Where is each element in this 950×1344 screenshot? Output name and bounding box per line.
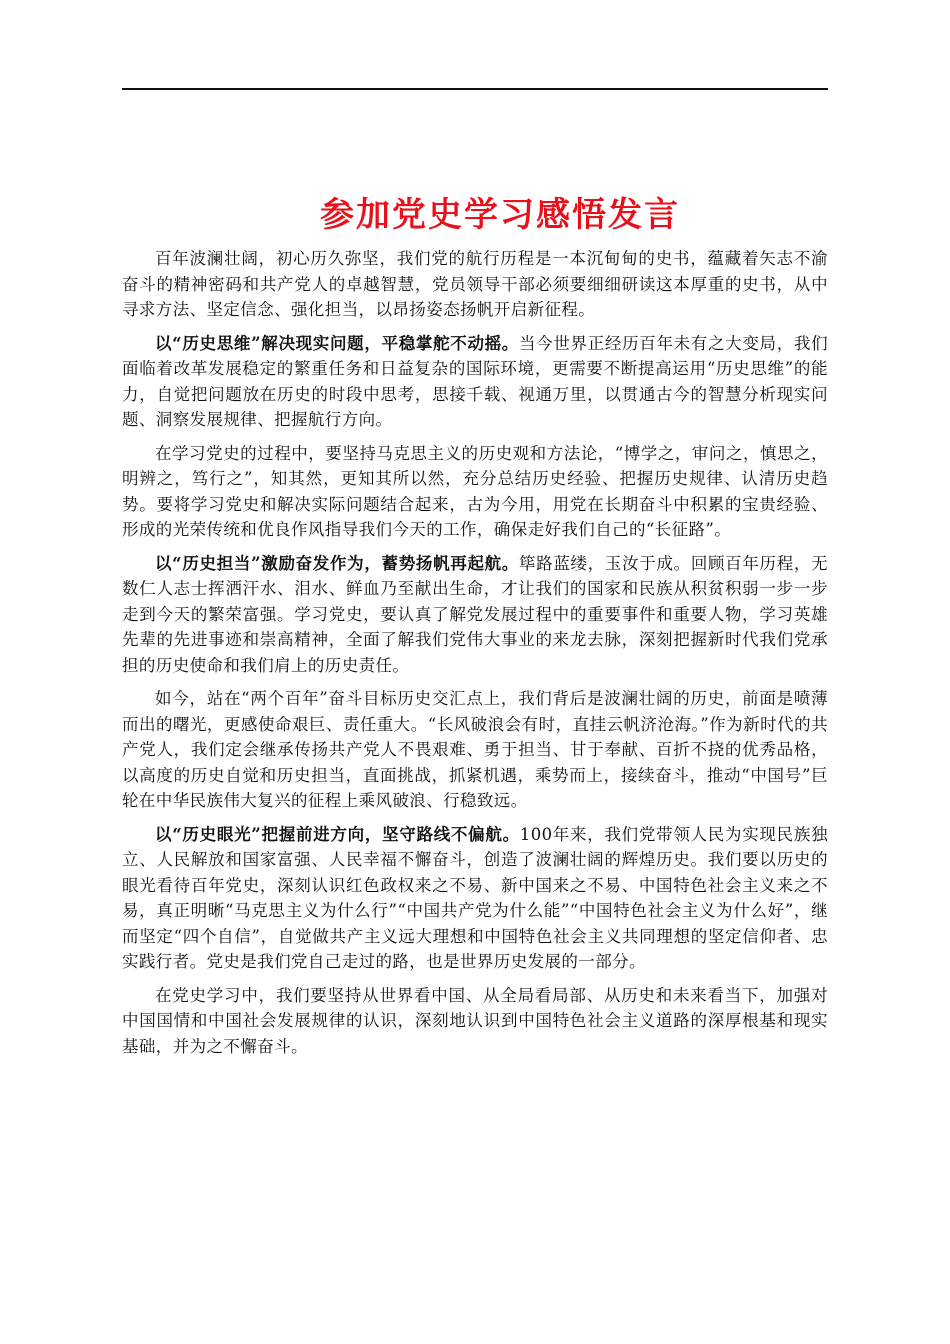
paragraph-text: 100年来，我们党带领人民为实现民族独立、人民解放和国家富强、人民幸福不懈奋斗，创造了波澜壮阔的辉煌历史。我们要以历史的眼光看待百年党史，深刻认识红色政权来之不易、新中国来之不易、中国特色社会主义来之不易，真正明晰“马克思主义为什么行”“中国共产党为什么能”“中国特色社会主义为什么好”，继而坚定“四个自信”，自觉做共产主义远大理想和中国特色社会主义共同理想的坚定信仰者、忠实践行者。党史是我们党自己走过的路，也是世界历史发展的一部分。	[122, 824, 828, 971]
paragraph-text: 百年波澜壮阔，初心历久弥坚，我们党的航行历程是一本沉甸甸的史书，蕴藏着矢志不渝奋斗的精神密码和共产党人的卓越智慧，党员领导干部必须要细细研读这本厚重的史书，从中寻求方法、坚定信念、强化担当，以昂扬姿态扬帆开启新征程。	[122, 249, 828, 319]
paragraph-3	[122, 441, 828, 543]
paragraph-6	[122, 822, 828, 975]
paragraph-text: 在党史学习中，我们要坚持从世界看中国、从全局看局部、从历史和未来看当下，加强对中国国情和中国社会发展规律的认识，深刻地认识到中国特色社会主义道路的深厚根基和现实基础，并为之不懈奋斗。	[122, 985, 828, 1056]
paragraph-text: 当今世界正经历百年未有之大变局，我们面临着改革发展稳定的繁重任务和日益复杂的国际环境，更需要不断提高运用“历史思维”的能力，自觉把问题放在历史的时段中思考，思接千载、视通万里，以贯通古今的智慧分析现实问题、洞察发展规律、把握航行方向。	[122, 333, 828, 429]
paragraph-lead: 以“历史眼光”把握前进方向，坚守路线不偏航。	[155, 824, 520, 844]
paragraph-lead: 以“历史担当”激励奋发作为，蓄势扬帆再起航。	[155, 553, 519, 573]
paragraph-2	[122, 331, 828, 433]
paragraph-7	[122, 983, 828, 1060]
header-rule	[122, 88, 828, 90]
paragraph-text: 筚路蓝缕，玉汝于成。回顾百年历程，无数仁人志士挥洒汗水、泪水、鲜血乃至献出生命，才让我们的国家和民族从积贫积弱一步一步走到今天的繁荣富强。学习党史，要认真了解党发展过程中的重要事件和重要人物，学习英雄先辈的先进事迹和崇高精神，全面了解我们党伟大事业的来龙去脉，深刻把握新时代我们党承担的历史使命和我们肩上的历史责任。	[122, 553, 828, 675]
document-body	[122, 246, 828, 1067]
paragraph-4	[122, 551, 828, 679]
paragraph-text: 如今，站在“两个百年”奋斗目标历史交汇点上，我们背后是波澜壮阔的历史，前面是喷薄而出的曙光，更感使命艰巨、责任重大。“长风破浪会有时，直挂云帆济沧海。”作为新时代的共产党人，我们定会继承传扬共产党人不畏艰难、勇于担当、甘于奉献、百折不挠的优秀品格，以高度的历史自觉和历史担当，直面挑战，抓紧机遇，乘势而上，接续奋斗，推动“中国号”巨轮在中华民族伟大复兴的征程上乘风破浪、行稳致远。	[122, 689, 828, 810]
paragraph-5	[122, 686, 828, 814]
paragraph-lead: 以“历史思维”解决现实问题，平稳掌舵不动摇。	[155, 333, 519, 353]
paragraph-1	[122, 246, 828, 323]
paragraph-text: 在学习党史的过程中，要坚持马克思主义的历史观和方法论，“博学之，审问之，慎思之，明辨之，笃行之”，知其然，更知其所以然，充分总结历史经验、把握历史规律、认清历史趋势。要将学习党史和解决实际问题结合起来，古为今用，用党在长期奋斗中积累的宝贵经验、形成的光荣传统和优良作风指导我们今天的工作，确保走好我们自己的“长征路”。	[122, 443, 828, 539]
document-title: 参加党史学习感悟发言	[320, 195, 680, 235]
